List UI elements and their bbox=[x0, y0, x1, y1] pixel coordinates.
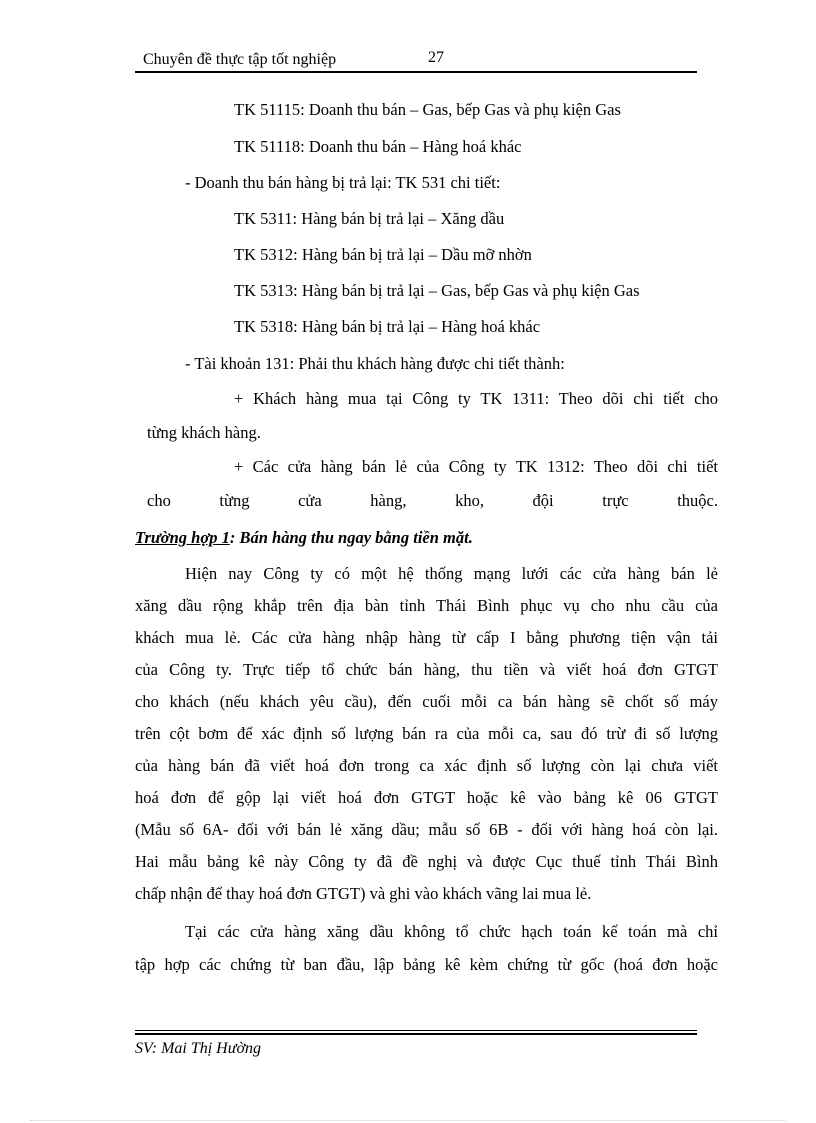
footer-student: SV: Mai Thị Hường bbox=[135, 1040, 261, 1057]
page-number: 27 bbox=[428, 49, 444, 66]
paragraph-line: trên cột bơm để xác định số lượng bán ra của mỗi ca, sau đó trừ đi số lượng bbox=[135, 724, 718, 743]
sub-bullet-line: từng khách hàng. bbox=[147, 423, 261, 442]
account-line: TK 51115: Doanh thu bán – Gas, bếp Gas và phụ kiện Gas bbox=[234, 100, 621, 119]
footer-rule-thin bbox=[135, 1034, 697, 1035]
account-line: TK 5311: Hàng bán bị trả lại – Xăng dầu bbox=[234, 209, 505, 228]
sub-bullet-line: + Các cửa hàng bán lẻ của Công ty TK 1312: Theo dõi chi tiết bbox=[234, 457, 718, 476]
paragraph-line: chấp nhận để thay hoá đơn GTGT) và ghi vào khách vãng lai mua lẻ. bbox=[135, 884, 592, 903]
paragraph-line: khách mua lẻ. Các cửa hàng nhập hàng từ cấp I bằng phương tiện vận tải bbox=[135, 628, 718, 647]
account-line: TK 5312: Hàng bán bị trả lại – Dầu mỡ nhờn bbox=[234, 245, 532, 264]
sub-bullet-line: + Khách hàng mua tại Công ty TK 1311: Theo dõi chi tiết cho bbox=[234, 389, 718, 408]
paragraph-line: của hàng bán đã viết hoá đơn trong ca xác định số lượng còn lại chưa viết bbox=[135, 756, 718, 775]
bullet-line: - Tài khoản 131: Phải thu khách hàng được chi tiết thành: bbox=[185, 354, 565, 373]
paragraph-line: cho khách (nếu khách yêu cầu), đến cuối mỗi ca bán hàng sẽ chốt số máy bbox=[135, 692, 718, 711]
case-title: : Bán hàng thu ngay bằng tiền mặt. bbox=[229, 528, 473, 547]
paragraph-line: Tại các cửa hàng xăng dầu không tổ chức hạch toán kế toán mà chỉ bbox=[185, 922, 718, 941]
paragraph-line: của Công ty. Trực tiếp tổ chức bán hàng, thu tiền và viết hoá đơn GTGT bbox=[135, 660, 718, 679]
account-line: TK 5318: Hàng bán bị trả lại – Hàng hoá khác bbox=[234, 317, 541, 336]
header-title: Chuyên đề thực tập tốt nghiệp bbox=[143, 51, 337, 68]
account-line: TK 5313: Hàng bán bị trả lại – Gas, bếp Gas và phụ kiện Gas bbox=[234, 281, 640, 300]
case-heading bbox=[135, 528, 473, 548]
page-header bbox=[135, 49, 697, 73]
paragraph-line: Hiện nay Công ty có một hệ thống mạng lưới các cửa hàng bán lẻ bbox=[185, 564, 718, 583]
paragraph-line: Hai mẫu bảng kê này Công ty đã đề nghị và được Cục thuế tỉnh Thái Bình bbox=[135, 852, 718, 871]
account-line: TK 51118: Doanh thu bán – Hàng hoá khác bbox=[234, 137, 522, 156]
sub-bullet-line: cho từng cửa hàng, kho, đội trực thuộc. bbox=[147, 491, 718, 510]
case-label: Trường hợp 1 bbox=[135, 528, 230, 547]
paragraph-line: tập hợp các chứng từ ban đầu, lập bảng kê kèm chứng từ gốc (hoá đơn hoặc bbox=[135, 955, 718, 974]
bullet-line: - Doanh thu bán hàng bị trả lại: TK 531 chi tiết: bbox=[185, 173, 501, 192]
paragraph-line: (Mẫu số 6A- đối với bán lẻ xăng dầu; mẫu số 6B - đối với hàng hoá còn lại. bbox=[135, 820, 718, 839]
paragraph-line: xăng dầu rộng khắp trên địa bàn tỉnh Thái Bình phục vụ cho nhu cầu của bbox=[135, 596, 718, 615]
page-bottom-edge bbox=[30, 1120, 786, 1121]
paragraph-line: hoá đơn để gộp lại viết hoá đơn GTGT hoặc kê vào bảng kê 06 GTGT bbox=[135, 788, 718, 807]
